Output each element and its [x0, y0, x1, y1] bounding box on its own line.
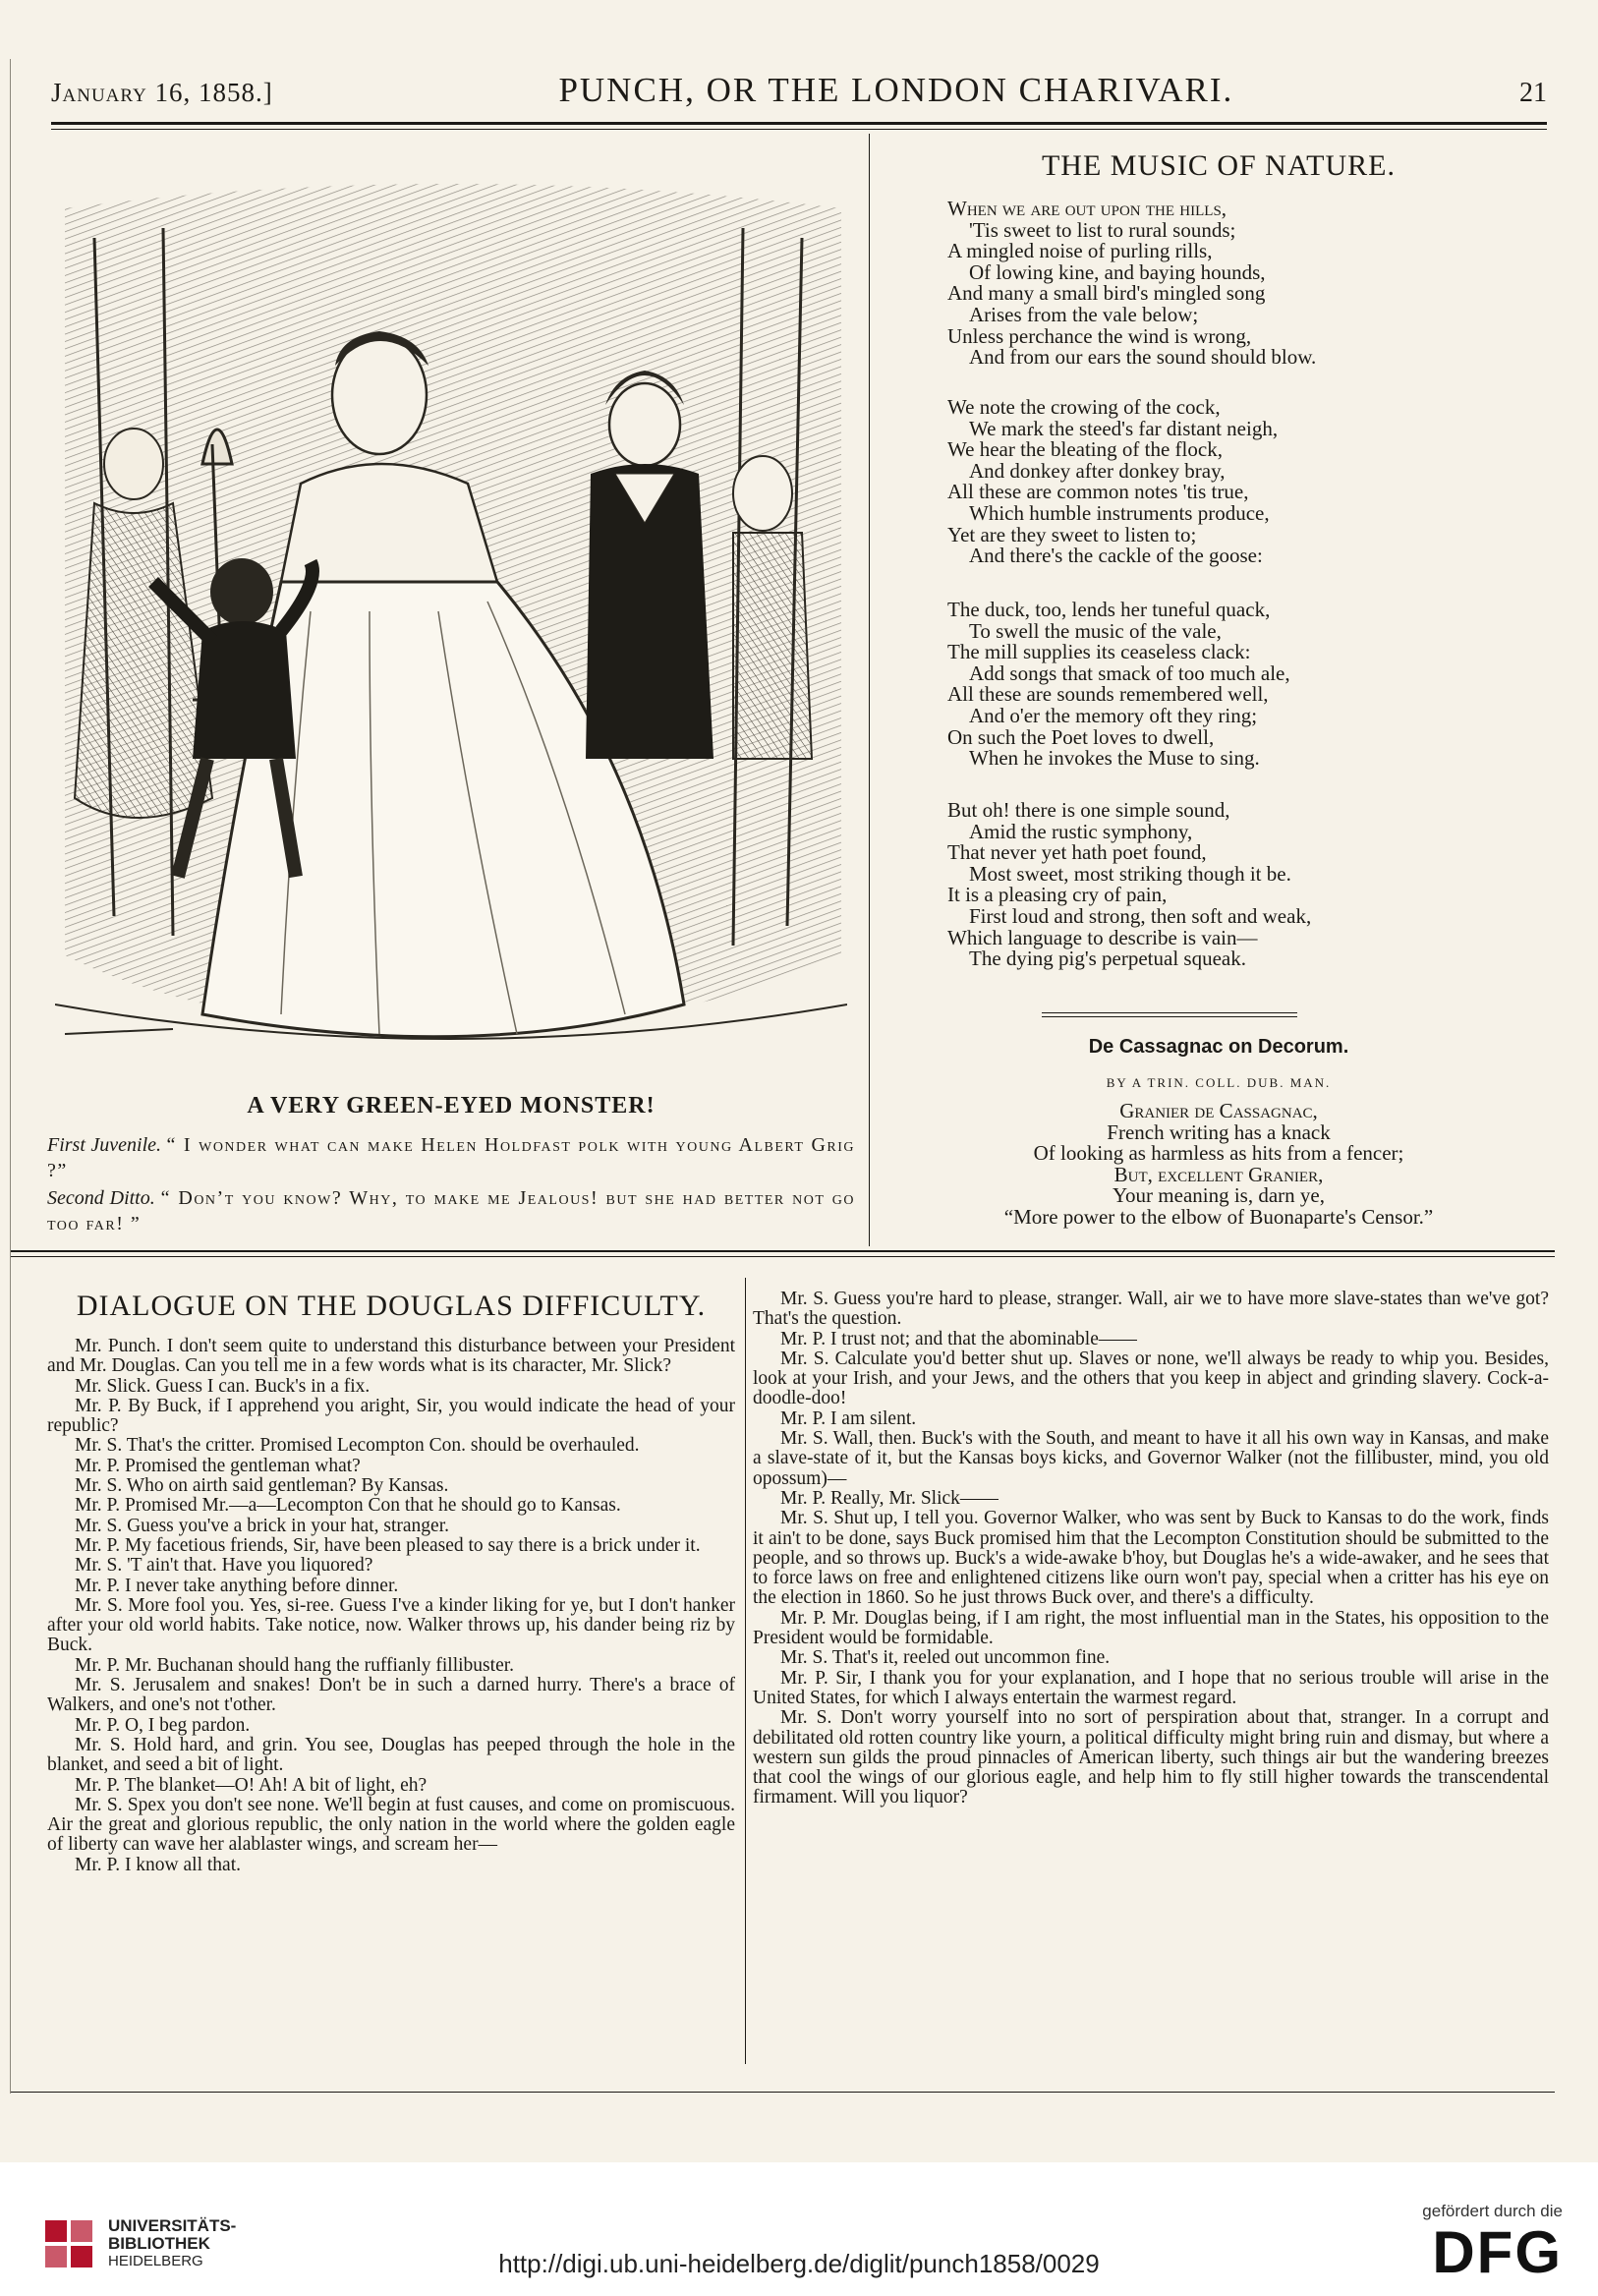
poem-line: We mark the steed's far distant neigh, [969, 416, 1279, 440]
caption-text-2: “ Don’t you know? Why, to make me Jealous! but she had better not go too far! ” [47, 1187, 855, 1234]
poem-stanza-1 [947, 199, 1576, 369]
poem-line: Amid the rustic symphony, [969, 819, 1193, 843]
dialogue-title: DIALOGUE ON THE DOUGLAS DIFFICULTY. [76, 1290, 707, 1322]
dialogue-line: Mr. S. Jerusalem and snakes! Don't be in such a darned hurry. There's a brace of Walkers, and one's not t'other. [47, 1675, 735, 1716]
verse-line: French writing has a knack [1107, 1119, 1331, 1144]
library-line-1: UNIVERSITÄTS- [108, 2216, 237, 2235]
verse-line: “More power to the elbow of Buonaparte's Censor.” [1003, 1204, 1434, 1229]
bottom-rule [10, 2092, 1555, 2093]
poem-line: Unless perchance the wind is wrong, [947, 323, 1252, 348]
dialogue-line: Mr. S. Guess you're hard to please, stranger. Wall, air we to have more slave-states than we've got? That's the question. [753, 1289, 1549, 1330]
dialogue-line: Mr. P. The blanket—O! Ah! A bit of light, eh? [75, 1774, 428, 1796]
poem-line: We note the crowing of the cock, [947, 395, 1221, 419]
dialogue-left-column [47, 1337, 735, 1875]
dialogue-line: Mr. S. Shut up, I tell you. Governor Walker, who was sent by Buck to Kansas to do the work, finds it ain't to be done, says Buck promised him that the Lecompton Constitution should be submitted to the people, and so throws up. Buck's a wide-awake b'hoy, but Douglas he's a wide-awaker, and he sees that to force laws on free and enlightened citizens like ourn won't pay, special when a critter has his eye on the election in 1860. So he just throws Buck over, and there's a difficulty. [753, 1508, 1549, 1609]
dialogue-line: Mr. P. I know all that. [75, 1854, 241, 1875]
poem-line: Yet are they sweet to listen to; [947, 522, 1197, 546]
poem-line: And there's the cackle of the goose: [969, 544, 1263, 568]
page-number: 21 [1519, 78, 1547, 108]
header-date: January 16, 1858.] [51, 78, 273, 107]
section-rule-thick [10, 1250, 1555, 1252]
poem-line: A mingled noise of purling rills, [947, 239, 1213, 263]
funding-note: gefördert durch die [1422, 2202, 1563, 2220]
dialogue-right-column [753, 1290, 1549, 1808]
section-rule-thin [10, 1256, 1555, 1257]
decorum-verse [865, 1101, 1572, 1228]
dialogue-line: Mr. S. That's the critter. Promised Lecompton Con. should be overhauled. [75, 1435, 640, 1457]
cartoon-title: A VERY GREEN-EYED MONSTER! [247, 1093, 656, 1119]
poem-line: The duck, too, lends her tuneful quack, [947, 598, 1271, 621]
poem-line: Of lowing kine, and baying hounds, [969, 259, 1266, 284]
dialogue-line: Mr. P. I trust not; and that the abominable—— [780, 1328, 1137, 1349]
dialogue-line: Mr. S. Who on airth said gentleman? By Kansas. [75, 1475, 449, 1497]
poem-line: And donkey after donkey bray, [969, 458, 1226, 483]
poem-line: All these are sounds remembered well, [947, 682, 1269, 707]
poem-end-rule-2 [1042, 1016, 1297, 1017]
poem-line: Which language to describe is vain— [947, 925, 1258, 949]
verse-line: But, excellent Granier, [1113, 1162, 1324, 1186]
dfg-logo[interactable]: DFG [1432, 2219, 1563, 2285]
poem-line: When he invokes the Muse to sing. [969, 746, 1260, 771]
dialogue-line: Mr. Slick. Guess I can. Buck's in a fix. [75, 1375, 371, 1397]
column-rule-bottom [745, 1278, 746, 2064]
dialogue-line: Mr. S. More fool you. Yes, si-ree. Guess I've a kinder liking for ye, but I don't hanker after your old world habits. Take notice, now. Walker throws up, his dander being riz by Buck. [47, 1594, 735, 1656]
poem-line: Add songs that smack of too much ale, [969, 660, 1290, 685]
dialogue-line: Mr. P. My facetious friends, Sir, have been pleased to say there is a brick under it. [75, 1534, 701, 1556]
poem-title: THE MUSIC OF NATURE. [1041, 149, 1397, 182]
poem-line: 'Tis sweet to list to rural sounds; [969, 217, 1236, 242]
cartoon-illustration [55, 169, 847, 1075]
poem-line: The dying pig's perpetual squeak. [969, 947, 1246, 971]
verse-line: Of looking as harmless as hits from a fencer; [1033, 1141, 1404, 1165]
cartoon-caption-1 [47, 1132, 855, 1183]
library-line-3: HEIDELBERG [108, 2253, 203, 2269]
cartoon-caption-2 [47, 1185, 855, 1236]
dialogue-line: Mr. P. O, I beg pardon. [75, 1714, 251, 1736]
header-rule-thin [51, 129, 1547, 130]
poem-stanza-4 [947, 800, 1576, 970]
dialogue-line: Mr. P. Sir, I thank you for your explanation, and I hope that no serious trouble will arise in the United States, for which I always entertain the warmest regard. [753, 1667, 1549, 1708]
poem-line: All these are common notes 'tis true, [947, 480, 1249, 504]
dialogue-line: Mr. S. Calculate you'd better shut up. Slaves or none, we'll always be ready to whip you. Besides, look at your Irish, and your Jews, and the others that you keep in abject and grinding slavery. Cock-a-doodle-doo! [753, 1348, 1549, 1409]
dialogue-line: Mr. P. By Buck, if I apprehend you aright, Sir, you would indicate the head of your republic? [47, 1395, 735, 1437]
dialogue-line: Mr. S. Spex you don't see none. We'll begin at fust causes, and come on promiscuous. Air the great and glorious republic, the only nation in the world where the golden eagle of liberty can wave her alablaster wings, and scream her— [47, 1794, 735, 1856]
poem-line: The mill supplies its ceaseless clack: [947, 640, 1251, 664]
dialogue-line: Mr. S. Wall, then. Buck's with the South, and meant to have it all his own way in Kansas, and make a slave-state of it, but the Kansas boys kicks, and Governor Walker (not the fillibuster, mind, you old opossum)— [753, 1428, 1549, 1489]
poem-end-rule-1 [1042, 1012, 1297, 1013]
poem-line: When we are out upon the hills, [947, 197, 1227, 220]
left-margin-rule [10, 59, 11, 2094]
poem-line: To swell the music of the vale, [969, 618, 1222, 643]
verse-line: Granier de Cassagnac, [1119, 1099, 1318, 1122]
caption-text-1: “ I wonder what can make Helen Holdfast polk with young Albert Grig ?” [47, 1134, 855, 1181]
decorum-byline: BY A TRIN. COLL. DUB. MAN. [1106, 1075, 1332, 1090]
dialogue-line: Mr. S. Don't worry yourself into no sort of perspiration about that, stranger. In a corrupt and debilitated old rotten country like yourn, a political difficulty might bring ruin and dismay, but where a western sun gilds the proud pinnacles of American liberty, such things air but the wandering breezes that cool the wings of our glorious eagle, and help him to fly still higher towards the transcendental firmament. Will you liquor? [753, 1707, 1549, 1808]
dialogue-line: Mr. P. Mr. Douglas being, if I am right, the most influential man in the States, his opposition to the President would be formidable. [753, 1607, 1549, 1649]
verse-line: Your meaning is, darn ye, [1112, 1183, 1325, 1207]
dialogue-line: Mr. S. Hold hard, and grin. You see, Douglas has peeped through the hole in the blanket, and seed a bit of light. [47, 1734, 735, 1776]
source-url-link[interactable]: http://digi.ub.uni-heidelberg.de/diglit/punch1858/0029 [498, 2249, 1100, 2278]
header-title: PUNCH, OR THE LONDON CHARIVARI. [558, 71, 1234, 109]
dialogue-line: Mr. P. I never take anything before dinner. [75, 1575, 399, 1596]
poem-line: We hear the bleating of the flock, [947, 437, 1223, 462]
dialogue-line: Mr. P. Mr. Buchanan should hang the ruffianly fillibuster. [75, 1654, 515, 1676]
poem-line: And o'er the memory oft they ring; [969, 703, 1258, 727]
poem-stanza-2 [947, 397, 1576, 567]
poem-line: And many a small bird's mingled song [947, 281, 1266, 306]
poem-line: On such the Poet loves to dwell, [947, 724, 1215, 749]
dialogue-line: Mr. P. Really, Mr. Slick—— [780, 1487, 999, 1509]
poem-line: That never yet hath poet found, [947, 840, 1207, 865]
poem-line: It is a pleasing cry of pain, [947, 883, 1168, 907]
dialogue-line: Mr. S. That's it, reeled out uncommon fine. [780, 1647, 1111, 1669]
dialogue-line: Mr. P. Promised Mr.—a—Lecompton Con that he should go to Kansas. [75, 1495, 621, 1517]
dialogue-line: Mr. P. Promised the gentleman what? [75, 1455, 361, 1476]
dialogue-line: Mr. Punch. I don't seem quite to understand this disturbance between your President and Mr. Douglas. Can you tell me in a few words what is its character, Mr. Slick? [47, 1336, 735, 1377]
poem-line: But oh! there is one simple sound, [947, 798, 1230, 822]
caption-speaker-2: Second Ditto. [47, 1187, 155, 1209]
dialogue-line: Mr. S. Guess you've a brick in your hat, stranger. [75, 1515, 449, 1536]
poem-line: Most sweet, most striking though it be. [969, 861, 1291, 886]
poem-line: Arises from the vale below; [969, 302, 1199, 326]
header-rule-thick [51, 122, 1547, 125]
decorum-title: De Cassagnac on Decorum. [1088, 1036, 1349, 1058]
running-header [51, 71, 1547, 116]
poem-line: And from our ears the sound should blow. [969, 345, 1317, 370]
poem-line: Which humble instruments produce, [969, 500, 1270, 525]
poem-line: First loud and strong, then soft and weak, [969, 903, 1312, 928]
library-line-2: BIBLIOTHEK [108, 2234, 210, 2253]
poem-stanza-3 [947, 600, 1576, 770]
caption-speaker-1: First Juvenile. [47, 1134, 162, 1156]
dialogue-line: Mr. S. 'T ain't that. Have you liquored? [75, 1555, 373, 1577]
dialogue-line: Mr. P. I am silent. [780, 1407, 917, 1429]
